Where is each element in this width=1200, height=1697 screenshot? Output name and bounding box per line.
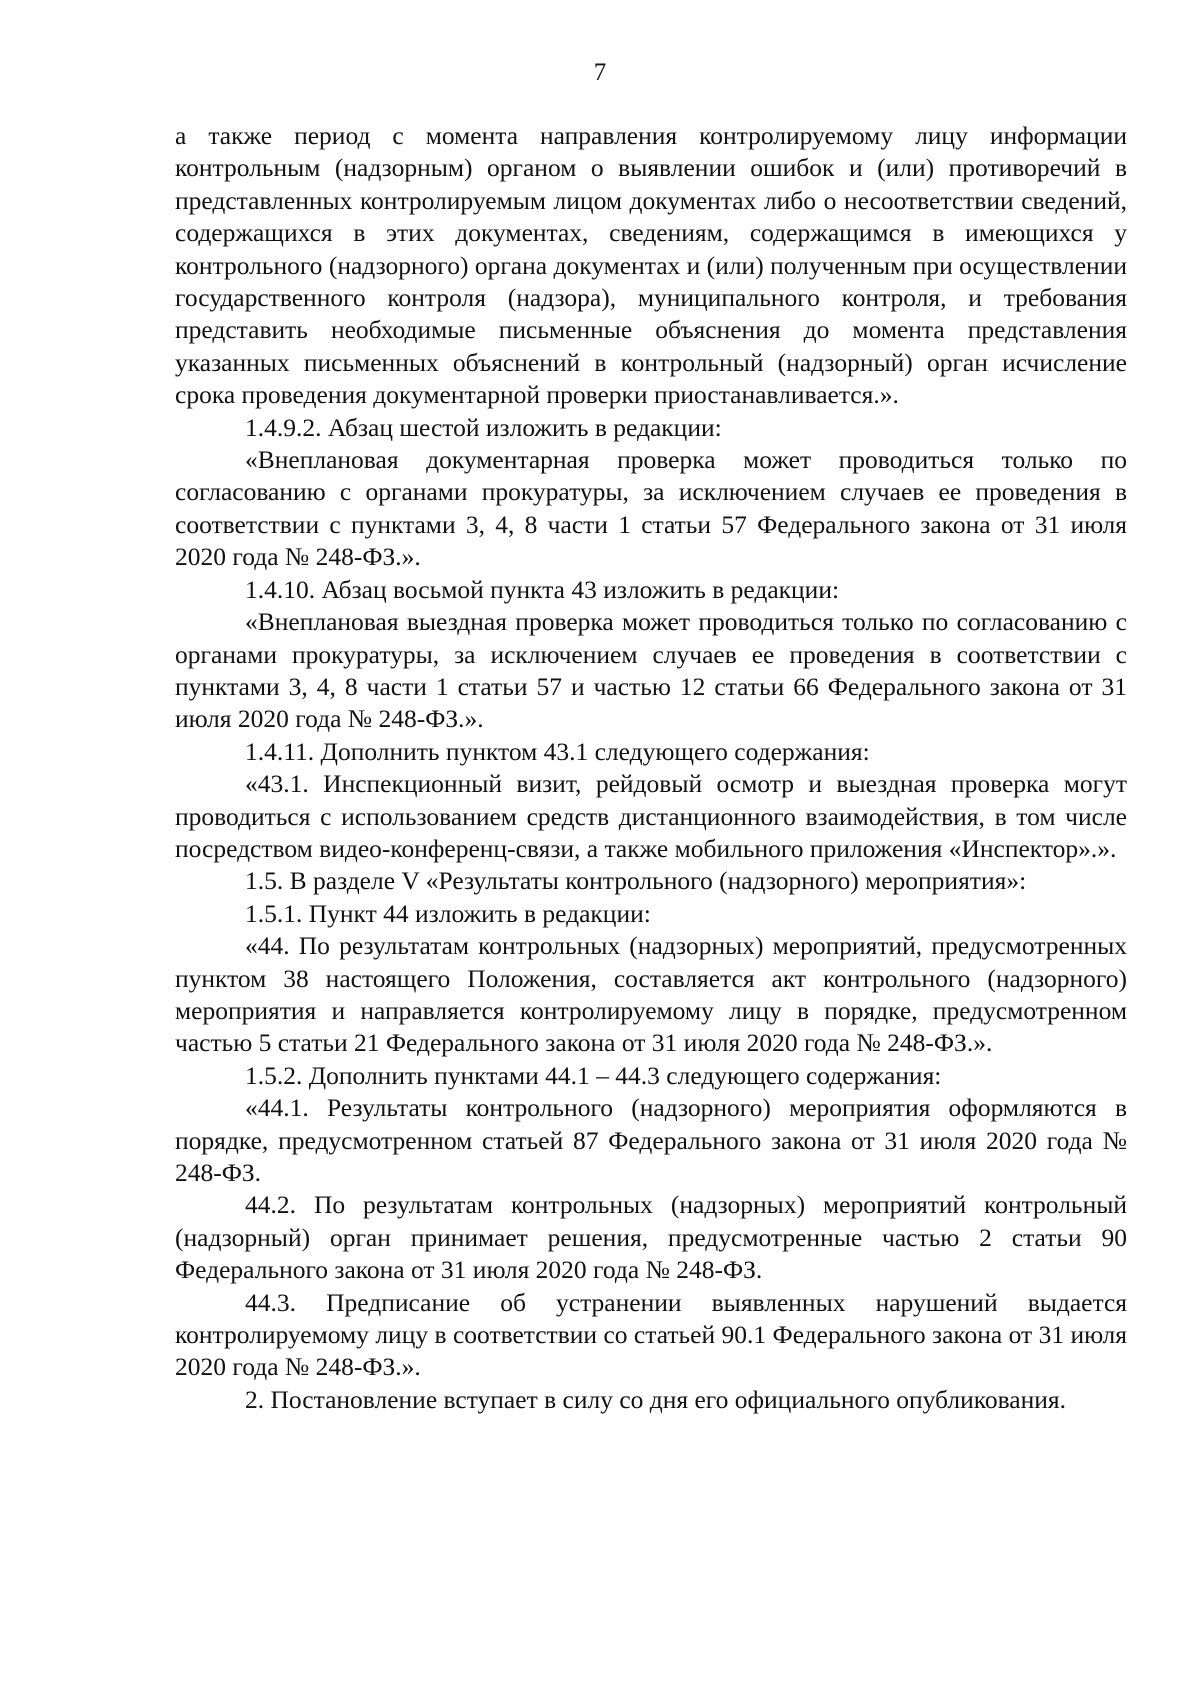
paragraph: «Внеплановая выездная проверка может проводиться только по согласованию с органами прокуратуры, за исключением случаев ее проведения в соответствии с пунктами 3, 4, 8 части 1 статьи 57 и частью 12 статьи 66 Федерального закона от 31 июля 2020 года № 248-ФЗ.». (175, 607, 1127, 734)
paragraph: «44. По результатам контрольных (надзорных) мероприятий, предусмотренных пунктом 38 настоящего Положения, составляется акт контрольного (надзорного) мероприятия и направляется контролируемому лицу в порядке, предусмотренном частью 5 статьи 21 Федерального закона от 31 июля 2020 года № 248-ФЗ.». (175, 931, 1127, 1058)
paragraph: 44.2. По результатам контрольных (надзорных) мероприятий контрольный (надзорный) орган принимает решения, предусмотренные частью 2 статьи 90 Федерального закона от 31 июля 2020 года № 248-ФЗ. (175, 1190, 1127, 1285)
page-number: 7 (593, 59, 607, 86)
paragraph: 44.3. Предписание об устранении выявленных нарушений выдается контролируемому лицу в соответствии со статьей 90.1 Федерального закона от 31 июля 2020 года № 248-ФЗ.». (175, 1287, 1127, 1382)
paragraph: 1.5.2. Дополнить пунктами 44.1 – 44.3 следующего содержания: (245, 1060, 942, 1090)
paragraph: 1.4.9.2. Абзац шестой изложить в редакции: (245, 412, 722, 442)
paragraph: «44.1. Результаты контрольного (надзорного) мероприятия оформляются в порядке, предусмотренном статьей 87 Федерального закона от 31 июля 2020 года № 248-ФЗ. (175, 1093, 1127, 1187)
document-body (175, 120, 1127, 1416)
paragraph: 1.5.1. Пункт 44 изложить в редакции: (245, 898, 651, 928)
paragraph: а также период с момента направления контролируемому лицу информации контрольным (надзорным) органом о выявлении ошибок и (или) противоречий в представленных контролируемым лицом документах либо о несоответствии сведений, содержащихся в этих документах, сведениям, содержащимся в имеющихся у контрольного (надзорного) органа документах и (или) полученным при осуществлении государственного контроля (надзора), муниципального контроля, и требования представить необходимые письменные объяснения до момента представления указанных письменных объяснений в контрольный (надзорный) орган исчисление срока проведения документарной проверки приостанавливается.». (175, 121, 1127, 410)
paragraph: 1.4.11. Дополнить пунктом 43.1 следующего содержания: (245, 736, 870, 766)
paragraph: «43.1. Инспекционный визит, рейдовый осмотр и выездная проверка могут проводиться с использованием средств дистанционного взаимодействия, в том числе посредством видео-конференц-связи, а также мобильного приложения «Инспектор».». (175, 769, 1127, 863)
paragraph: 1.4.10. Абзац восьмой пункта 43 изложить в редакции: (245, 574, 840, 604)
paragraph: 1.5. В разделе V «Результаты контрольного (надзорного) мероприятия»: (245, 866, 1027, 896)
paragraph: 2. Постановление вступает в силу со дня его официального опубликования. (245, 1384, 1066, 1414)
paragraph: «Внеплановая документарная проверка может проводиться только по согласованию с органами прокуратуры, за исключением случаев ее проведения в соответствии с пунктами 3, 4, 8 части 1 статьи 57 Федерального закона от 31 июля 2020 года № 248-ФЗ.». (175, 445, 1127, 572)
